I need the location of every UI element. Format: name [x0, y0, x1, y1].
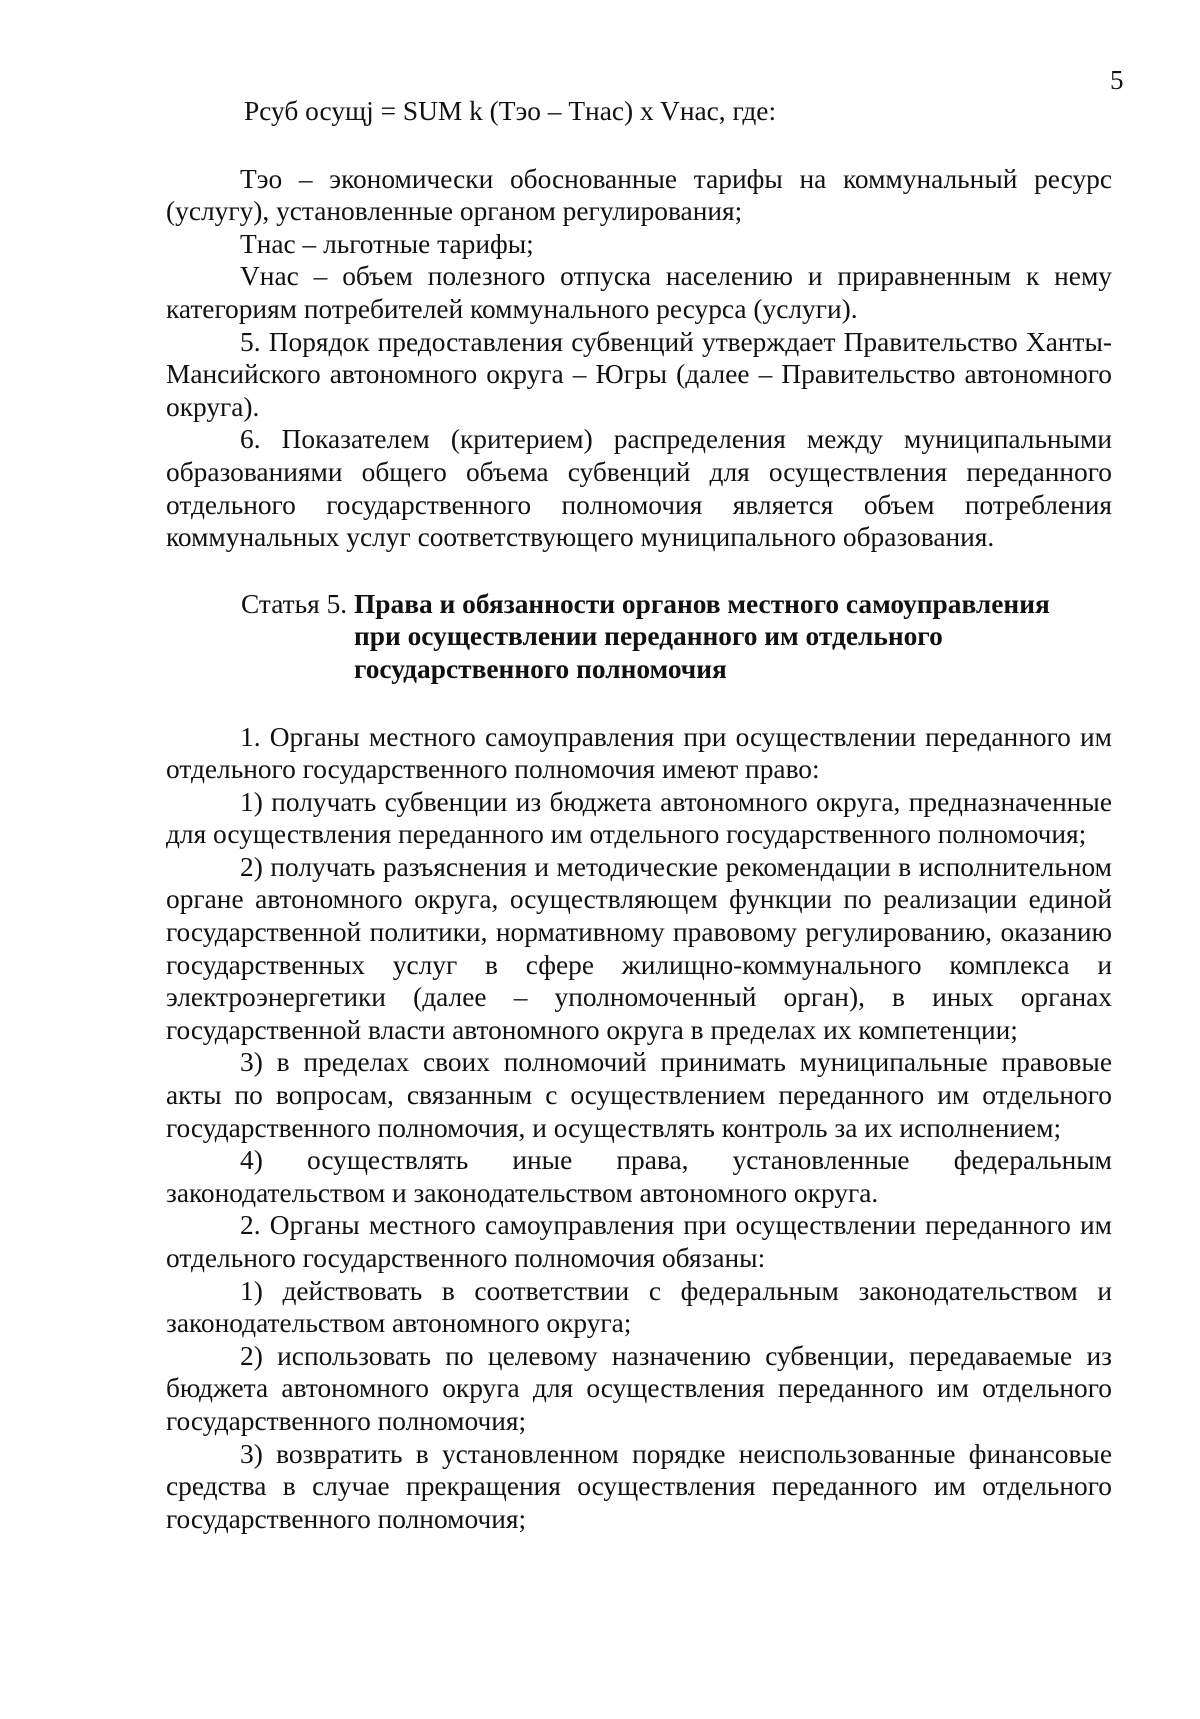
paragraph-5: 5. Порядок предоставления субвенций утверждает Правительство Ханты-Мансийского автономного округа – Югры (далее – Правительство автономного округа). — [166, 326, 1112, 422]
article-paragraph-1-2: 2) получать разъяснения и методические рекомендации в исполнительном органе автономного округа, осуществляющем функции по реализации единой государственной политики, нормативному правовому регулированию, оказанию государственных услуг в сфере жилищно-коммунального комплекса и электроэнергетики (далее – уполномоченный орган), в иных органах государственной власти автономного округа в пределах их компетенции; — [166, 851, 1112, 1045]
article-title: Права и обязанности органов местного самоуправления при осуществлении переданного им отдельного государственного полномочия — [353, 588, 1050, 684]
article-paragraph-2: 2. Органы местного самоуправления при осуществлении переданного им отдельного государственного полномочия обязаны: — [166, 1210, 1112, 1273]
definition-vnas: Vнас – объем полезного отпуска населению и приравненным к нему категориям потребителей коммунального ресурса (услуги). — [166, 261, 1112, 324]
article-paragraph-2-2: 2) использовать по целевому назначению субвенции, передаваемые из бюджета автономного округа для осуществления переданного им отдельного государственного полномочия; — [166, 1340, 1112, 1436]
article-paragraph-2-1: 1) действовать в соответствии с федеральным законодательством и законодательством автономного округа; — [166, 1275, 1112, 1339]
article-heading — [166, 588, 1112, 686]
article-number: Статья 5. — [241, 588, 354, 619]
definition-tnas: Тнас – льготные тарифы; — [240, 228, 534, 259]
paragraph-6: 6. Показателем (критерием) распределения между муниципальными образованиями общего объема субвенций для осуществления переданного отдельного государственного полномочия является объем потребления коммунальных услуг соответствующего муниципального образования. — [166, 424, 1112, 553]
article-paragraph-1-1: 1) получать субвенции из бюджета автономного округа, предназначенные для осуществления переданного им отдельного государственного полномочия; — [166, 786, 1112, 850]
document-body — [166, 95, 1112, 1535]
article-paragraph-2-3: 3) возвратить в установленном порядке неиспользованные финансовые средства в случае прекращения осуществления переданного им отдельного государственного полномочия; — [166, 1438, 1112, 1534]
article-paragraph-1-4: 4) осуществлять иные права, установленные федеральным законодательством и законодательством автономного округа. — [166, 1145, 1112, 1208]
page-number: 5 — [1110, 65, 1124, 95]
article-paragraph-1: 1. Органы местного самоуправления при осуществлении переданного им отдельного государственного полномочия имеют право: — [166, 721, 1112, 785]
article-paragraph-1-3: 3) в пределах своих полномочий принимать муниципальные правовые акты по вопросам, связанным с осуществлением переданного им отдельного государственного полномочия, и осуществлять контроль за их исполнением; — [166, 1047, 1112, 1143]
definition-teo: Тэо – экономически обоснованные тарифы на коммунальный ресурс (услугу), установленные органом регулирования; — [166, 163, 1112, 227]
formula: Рсуб осущj = SUM k (Тэо – Тнас) x Vнас, где: — [244, 96, 777, 126]
